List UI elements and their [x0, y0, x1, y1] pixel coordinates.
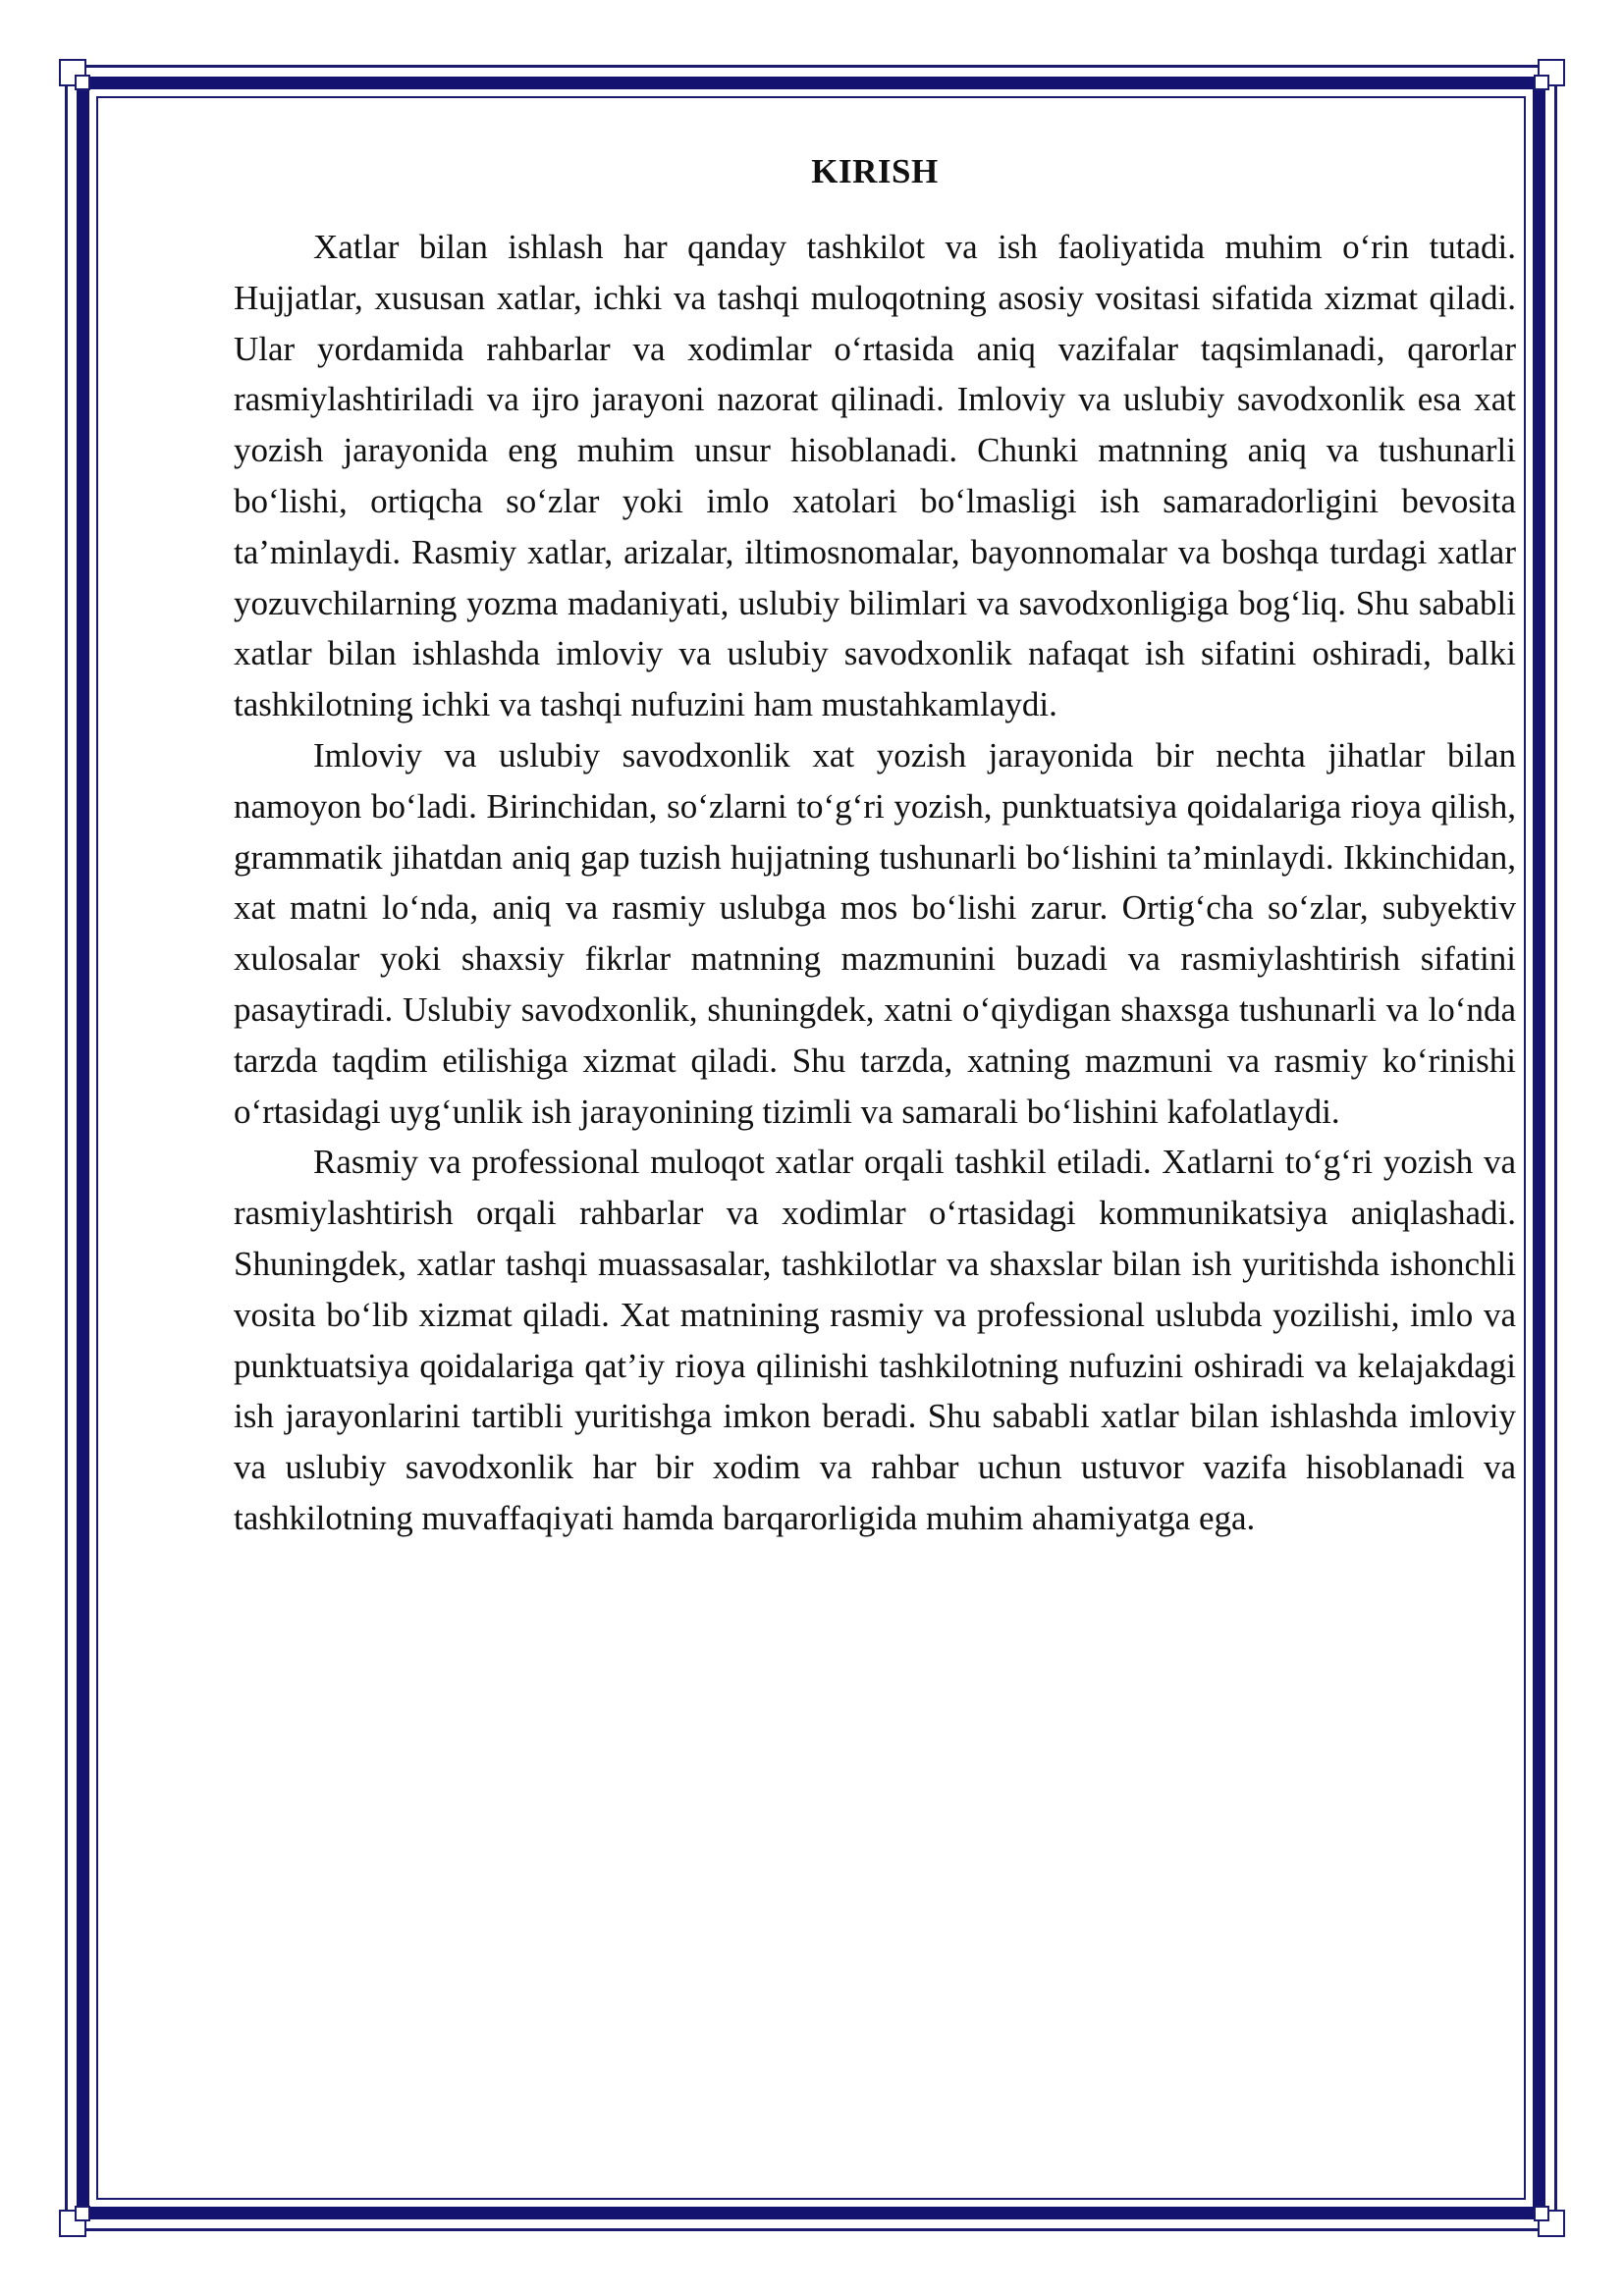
border-corner-ornament [59, 2202, 94, 2237]
border-corner-ornament [1530, 59, 1565, 94]
document-title: KIRISH [811, 152, 939, 190]
paragraph: Imloviy va uslubiy savodxonlik xat yozish jarayonida bir nechta jihatlar bilan namoyon bo‘ladi. Birinchidan, so‘zlarni to‘g‘ri yozish, punktuatsiya qoidalariga rioya qilish, grammatik jihatdan aniq gap tuzish hujjatning tushunarli bo‘lishini ta’minlaydi. Ikkinchidan, xat matni lo‘nda, aniq va rasmiy uslubga mos bo‘lishi zarur. Ortig‘cha so‘zlar, subyektiv xulosalar yoki shaxsiy fikrlar matnning mazmunini buzadi va rasmiylashtirish sifatini pasaytiradi. Uslubiy savodxonlik, shuningdek, xatni o‘qiydigan shaxsga tushunarli va lo‘nda tarzda taqdim etilishiga xizmat qiladi. Shu tarzda, xatning mazmuni va rasmiy ko‘rinishi o‘rtasidagi uyg‘unlik ish jarayonining tizimli va samarali bo‘lishini kafolatlaydi. [234, 735, 1516, 1131]
border-corner-ornament [59, 59, 94, 94]
paragraph: Xatlar bilan ishlash har qanday tashkilot va ish faoliyatida muhim o‘rin tutadi. Hujjatlar, xususan xatlar, ichki va tashqi muloqotning asosiy vositasi sifatida xizmat qiladi. Ular yordamida rahbarlar va xodimlar o‘rtasida aniq vazifalar taqsimlanadi, qarorlar rasmiylashtiriladi va ijro jarayoni nazorat qilinadi. Imloviy va uslubiy savodxonlik esa xat yozish jarayonida eng muhim unsur hisoblanadi. Chunki matnning aniq va tushunarli bo‘lishi, ortiqcha so‘zlar yoki imlo xatolari bo‘lmasligi ish samaradorligini bevosita ta’minlaydi. Rasmiy xatlar, arizalar, iltimosnomalar, bayonnomalar va boshqa turdagi xatlar yozuvchilarning yozma madaniyati, uslubiy bilimlari va savodxonligiga bog‘liq. Shu sababli xatlar bilan ishlashda imloviy va uslubiy savodxonlik nafaqat ish sifatini oshiradi, balki tashkilotning ichki va tashqi nufuzini ham mustahkamlaydi. [234, 228, 1516, 724]
document-body [234, 147, 1516, 1544]
border-corner-ornament [1530, 2202, 1565, 2237]
paragraph: Rasmiy va professional muloqot xatlar orqali tashkil etiladi. Xatlarni to‘g‘ri yozish va rasmiylashtirish orqali rahbarlar va xodimlar o‘rtasidagi kommunikatsiya aniqlashadi. Shuningdek, xatlar tashqi muassasalar, tashkilotlar va shaxslar bilan ish yuritishda ishonchli vosita bo‘lib xizmat qiladi. Xat matnining rasmiy va professional uslubda yozilishi, imlo va punktuatsiya qoidalariga qat’iy rioya qilinishi tashkilotning nufuzini oshiradi va kelajakdagi ish jarayonlarini tartibli yuritishga imkon beradi. Shu sababli xatlar bilan ishlashda imloviy va uslubiy savodxonlik har bir xodim va rahbar uchun ustuvor vazifa hisoblanadi va tashkilotning muvaffaqiyati hamda barqarorligida muhim ahamiyatga ega. [234, 1143, 1516, 1537]
